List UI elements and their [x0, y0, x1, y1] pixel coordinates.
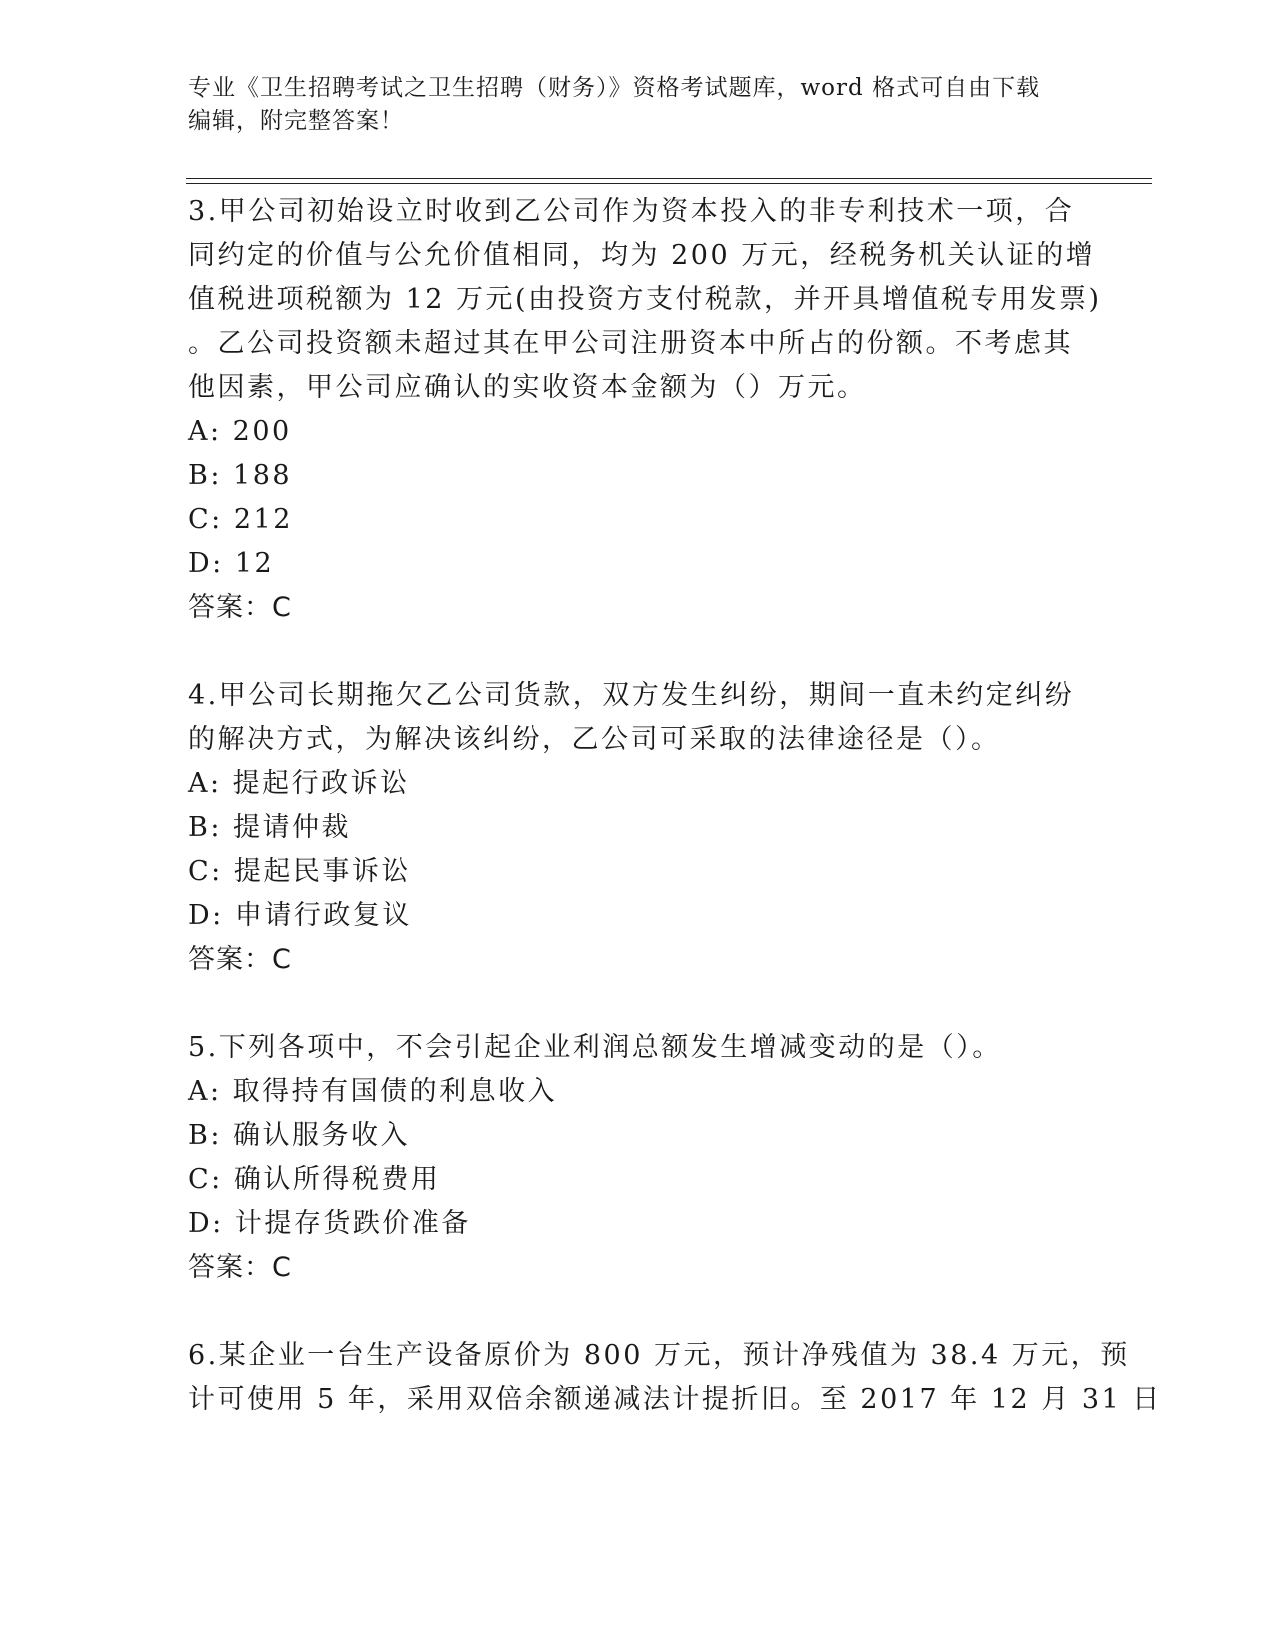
question-3-stem-line-2: 同约定的价值与公允价值相同，均为 200 万元，经税务机关认证的增 — [188, 240, 1096, 271]
question-5-answer: 答案：C — [188, 1252, 292, 1283]
question-4-stem-line-2: 的解决方式，为解决该纠纷，乙公司可采取的法律途径是（）。 — [188, 724, 1001, 755]
question-6-stem-line-2: 计可使用 5 年，采用双倍余额递减法计提折旧。至 2017 年 12 月 31 日 — [188, 1384, 1162, 1415]
question-4-answer: 答案：C — [188, 944, 292, 975]
question-3-option-c: C: 212 — [188, 504, 293, 535]
question-5-option-d: D: 计提存货跌价准备 — [188, 1208, 471, 1239]
header-line-2: 编辑，附完整答案！ — [188, 108, 404, 134]
question-3-stem-line-5: 他因素，甲公司应确认的实收资本金额为（）万元。 — [188, 372, 867, 403]
question-4-option-c: C: 提起民事诉讼 — [188, 856, 411, 887]
question-3-option-d: D: 12 — [188, 548, 275, 579]
question-3-option-b: B: 188 — [188, 460, 293, 491]
question-4-stem-line-1: 4.甲公司长期拖欠乙公司货款，双方发生纠纷，期间一直未约定纠纷 — [188, 680, 1075, 711]
question-3-stem-line-1: 3.甲公司初始设立时收到乙公司作为资本投入的非专利技术一项，合 — [188, 196, 1075, 227]
header-line-1: 专业《卫生招聘考试之卫生招聘（财务）》资格考试题库，word 格式可自由下载 — [188, 75, 1041, 101]
question-5-option-c: C: 确认所得税费用 — [188, 1164, 441, 1195]
question-4-option-a: A: 提起行政诉讼 — [188, 768, 410, 799]
question-4-option-b: B: 提请仲裁 — [188, 812, 352, 843]
question-6-stem-line-1: 6.某企业一台生产设备原价为 800 万元，预计净残值为 38.4 万元，预 — [188, 1340, 1130, 1371]
document-header — [188, 72, 1088, 138]
question-4-option-d: D: 申请行政复议 — [188, 900, 412, 931]
question-3-stem-line-3: 值税进项税额为 12 万元(由投资方支付税款，并开具增值税专用发票) — [188, 284, 1102, 315]
question-3-stem-line-4: 。乙公司投资额未超过其在甲公司注册资本中所占的份额。不考虑其 — [188, 328, 1073, 359]
header-divider-top — [186, 178, 1152, 179]
question-5-option-a: A: 取得持有国债的利息收入 — [188, 1076, 558, 1107]
question-3-option-a: A: 200 — [188, 416, 292, 447]
question-5-stem-line-1: 5.下列各项中，不会引起企业利润总额发生增减变动的是（）。 — [188, 1032, 1002, 1063]
header-divider-bottom — [186, 183, 1152, 184]
question-5-option-b: B: 确认服务收入 — [188, 1120, 411, 1151]
question-3-answer: 答案：C — [188, 592, 292, 623]
